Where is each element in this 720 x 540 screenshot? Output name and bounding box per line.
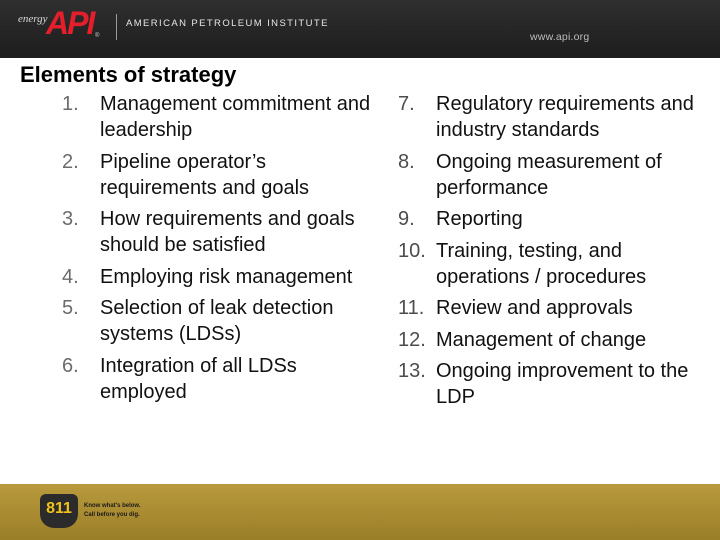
call-811-logo bbox=[40, 494, 78, 528]
item-number: 13. bbox=[398, 360, 426, 382]
api-logo[interactable]: API bbox=[46, 5, 94, 41]
item-number: 11. bbox=[398, 297, 425, 319]
tagline-line-2: Call before you dig. bbox=[84, 512, 140, 518]
list-item bbox=[398, 238, 710, 290]
item-number: 2. bbox=[62, 150, 79, 173]
list-item bbox=[62, 264, 382, 290]
item-number: 12. bbox=[398, 328, 426, 351]
item-number: 8. bbox=[398, 150, 415, 173]
item-text: Reporting bbox=[436, 208, 523, 230]
logo-prefix: energy bbox=[18, 13, 48, 25]
item-text: Pipeline operator’s requirements and goals bbox=[100, 150, 310, 199]
footer-tagline bbox=[84, 502, 141, 520]
registered-mark: ® bbox=[95, 33, 100, 39]
item-text: Integration of all LDSs employed bbox=[100, 354, 297, 403]
website-url[interactable]: www.api.org bbox=[530, 31, 590, 43]
item-text: How requirements and goals should be satisfied bbox=[100, 208, 355, 256]
list-item bbox=[62, 353, 382, 405]
item-number: 3. bbox=[62, 208, 79, 230]
item-text: Review and approvals bbox=[436, 297, 633, 319]
header-bar bbox=[0, 0, 720, 58]
item-text: Training, testing, and operations / procedures bbox=[436, 239, 647, 288]
item-text: Management commitment and leadership bbox=[100, 93, 371, 141]
item-text: Ongoing measurement of performance bbox=[436, 150, 662, 199]
item-number: 9. bbox=[398, 208, 415, 230]
item-number: 6. bbox=[62, 354, 79, 377]
tagline-line-1: Know what's below. bbox=[84, 503, 141, 509]
organization-name: AMERICAN PETROLEUM INSTITUTE bbox=[126, 18, 329, 29]
list-item bbox=[62, 295, 382, 347]
list-item bbox=[62, 91, 382, 143]
list-item bbox=[62, 149, 382, 201]
item-number: 7. bbox=[398, 93, 415, 115]
item-text: Regulatory requirements and industry standards bbox=[436, 93, 694, 141]
list-item bbox=[398, 327, 710, 353]
list-item bbox=[398, 358, 710, 410]
item-text: Ongoing improvement to the LDP bbox=[436, 360, 689, 408]
item-number: 5. bbox=[62, 297, 79, 319]
list-item bbox=[398, 91, 710, 143]
list-item bbox=[398, 206, 710, 232]
item-number: 1. bbox=[62, 93, 79, 115]
badge-number: 811 bbox=[46, 500, 72, 517]
slide-title: Elements of strategy bbox=[20, 62, 237, 87]
item-number: 4. bbox=[62, 265, 79, 288]
list-item bbox=[398, 149, 710, 201]
item-text: Employing risk management bbox=[100, 265, 353, 288]
strategy-list-left bbox=[62, 91, 382, 410]
item-text: Selection of leak detection systems (LDSs) bbox=[100, 297, 334, 345]
item-number: 10. bbox=[398, 239, 426, 262]
strategy-list-right bbox=[398, 91, 710, 416]
list-item bbox=[398, 295, 710, 321]
list-item bbox=[62, 206, 382, 258]
item-text: Management of change bbox=[436, 328, 647, 351]
header-divider bbox=[116, 14, 117, 40]
